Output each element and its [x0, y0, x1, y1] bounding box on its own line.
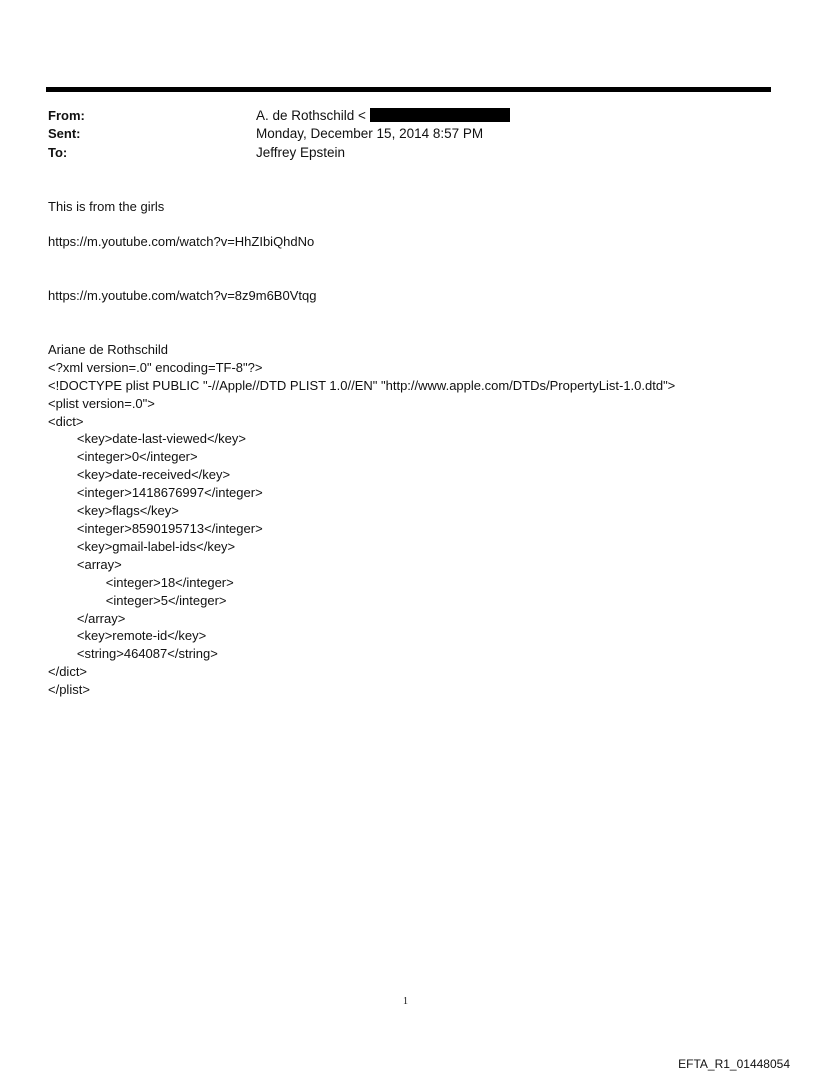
- plist-line: <dict>: [48, 414, 84, 429]
- plist-line: <string>464087</string>: [48, 646, 218, 661]
- to-value: Jeffrey Epstein: [256, 145, 346, 160]
- plist-line: </plist>: [48, 682, 90, 697]
- plist-line: <plist version=.0">: [48, 396, 155, 411]
- plist-line: <integer>0</integer>: [48, 449, 198, 464]
- plist-line: <?xml version=.0" encoding=TF-8"?>: [48, 360, 263, 375]
- plist-line: <key>date-last-viewed</key>: [48, 431, 246, 446]
- plist-line: </array>: [48, 611, 126, 626]
- plist-line: <key>remote-id</key>: [48, 628, 207, 643]
- from-label: From:: [48, 108, 85, 123]
- plist-line: </dict>: [48, 664, 88, 679]
- plist-line: <key>flags</key>: [48, 503, 179, 518]
- plist-line: <key>gmail-label-ids</key>: [48, 539, 236, 554]
- plist-line: <integer>18</integer>: [48, 575, 234, 590]
- plist-line: <integer>8590195713</integer>: [48, 521, 263, 536]
- signature: Ariane de Rothschild: [48, 342, 168, 357]
- page-number: 1: [403, 996, 408, 1007]
- header-rule: [46, 87, 771, 92]
- plist-line: <key>date-received</key>: [48, 467, 231, 482]
- plist-line: <!DOCTYPE plist PUBLIC "-//Apple//DTD PLIST 1.0//EN" "http://www.apple.com/DTDs/PropertyList-1.0.dtd">: [48, 378, 676, 393]
- plist-line: <array>: [48, 557, 122, 572]
- plist-line: <integer>5</integer>: [48, 593, 227, 608]
- intro-text: This is from the girls: [48, 199, 165, 214]
- redaction-box: [370, 108, 510, 122]
- to-label: To:: [48, 145, 68, 160]
- sent-value: Monday, December 15, 2014 8:57 PM: [256, 126, 484, 141]
- from-value: [256, 108, 510, 123]
- bates-number: EFTA_R1_01448054: [678, 1057, 790, 1071]
- sent-label: Sent:: [48, 126, 81, 141]
- from-sender: A. de Rothschild <: [256, 108, 366, 123]
- plist-line: <integer>1418676997</integer>: [48, 485, 263, 500]
- youtube-link-2[interactable]: https://m.youtube.com/watch?v=8z9m6B0Vtqg: [48, 288, 317, 303]
- youtube-link-1[interactable]: https://m.youtube.com/watch?v=HhZIbiQhdNo: [48, 234, 315, 249]
